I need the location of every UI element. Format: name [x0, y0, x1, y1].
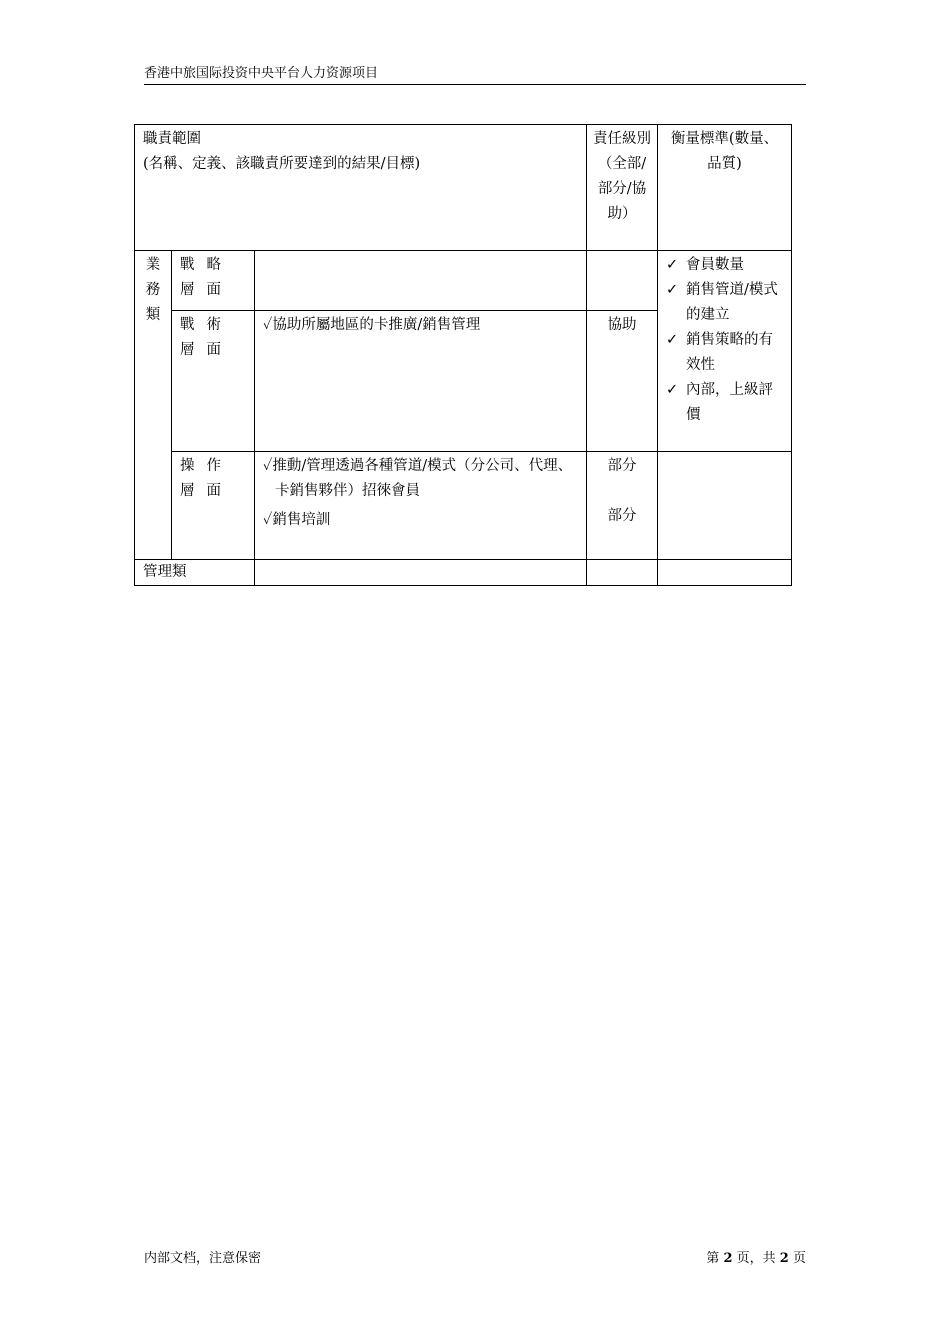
measure-cell — [658, 251, 792, 452]
level-value: 部分 — [607, 508, 637, 524]
scope-header-subtitle: (名稱、定義、該職責所要達到的結果/目標) — [143, 156, 421, 172]
duty-table — [134, 124, 792, 586]
business-category-cell — [135, 251, 172, 560]
desc-item: ✓銷售培訓 — [263, 512, 331, 528]
table-row-operation — [135, 452, 792, 560]
measure-header: 衡量標準(數量、品質) — [670, 131, 779, 172]
business-category-label: 業務類 — [145, 257, 161, 323]
desc-cell-tactics — [255, 311, 587, 452]
layer-label-strategy: 戰略層面 — [180, 257, 233, 298]
check-icon: ✓ — [666, 282, 679, 298]
desc-item: ✓協助所屬地區的卡推廣/銷售管理 — [263, 317, 481, 333]
level-header: 責任級別（全部/部分/協助） — [593, 131, 652, 222]
desc-item: ✓推動/管理透過各種管道/模式（分公司、代理、卡銷售夥伴）招徠會員 — [263, 458, 573, 499]
list-item: ✓ 銷售策略的有效性 — [666, 328, 783, 378]
level-cell-operation — [587, 452, 658, 560]
footer-page-number: 第 2 页，共 2 页 — [706, 1251, 806, 1266]
table-row-management — [135, 560, 792, 586]
table-header-row — [135, 125, 792, 251]
check-icon: ✓ — [666, 332, 679, 348]
management-category-cell — [135, 560, 255, 586]
current-page: 2 — [723, 1251, 733, 1266]
page-header — [144, 64, 806, 85]
check-icon: ✓ — [666, 257, 679, 273]
list-item: ✓ 銷售管道/模式的建立 — [666, 278, 783, 328]
layer-cell-operation — [172, 452, 255, 560]
footer-confidential: 内部文档，注意保密 — [144, 1251, 262, 1266]
measure-header-cell — [658, 125, 792, 251]
table-row-strategy — [135, 251, 792, 311]
measure-list — [666, 253, 783, 428]
desc-cell-operation — [255, 452, 587, 560]
layer-label-operation: 操作層面 — [180, 458, 233, 499]
total-pages: 2 — [779, 1251, 789, 1266]
list-item: ✓ 會員數量 — [666, 253, 783, 278]
level-cell-strategy — [587, 251, 658, 311]
scope-header-title: 職責範圍 — [143, 131, 201, 147]
level-cell-management — [587, 560, 658, 586]
level-cell-tactics — [587, 311, 658, 452]
measure-cell-operation — [658, 452, 792, 560]
layer-label-tactics: 戰術層面 — [180, 317, 233, 358]
level-value: 協助 — [607, 317, 637, 333]
layer-cell-tactics — [172, 311, 255, 452]
check-icon: ✓ — [666, 382, 679, 398]
header-title: 香港中旅国际投资中央平台人力资源项目 — [144, 66, 379, 81]
management-category-label: 管理類 — [143, 564, 187, 580]
layer-cell-strategy — [172, 251, 255, 311]
desc-cell-management — [255, 560, 587, 586]
scope-header-cell — [135, 125, 587, 251]
desc-cell-strategy — [255, 251, 587, 311]
list-item: ✓ 內部，上級評價 — [666, 378, 783, 428]
level-header-cell — [587, 125, 658, 251]
measure-cell-management — [658, 560, 792, 586]
level-value: 部分 — [607, 458, 637, 474]
